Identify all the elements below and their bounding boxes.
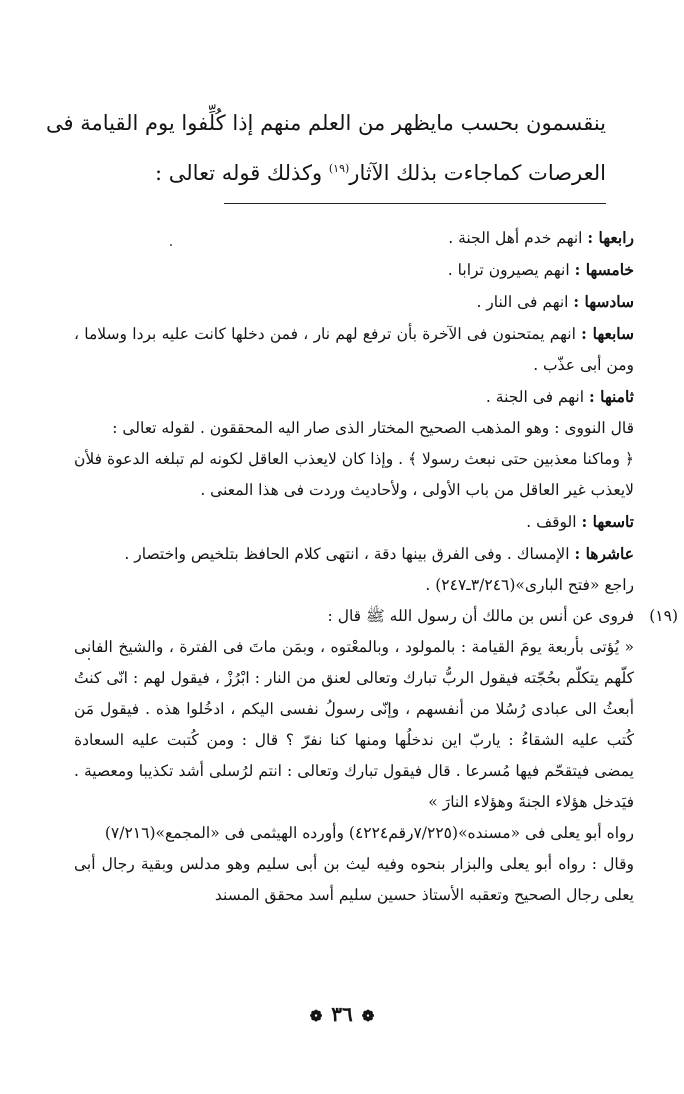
- nawawi-paragraph: قال النووى : وهو المذهب الصحيح المختار الذى صار اليه المحققون . لقوله تعالى :: [112, 419, 634, 437]
- note-heading: تاسعها :: [581, 512, 634, 531]
- note-heading: عاشرها :: [574, 544, 634, 563]
- ayah-paragraph: ﴿ وماكنا معذبين حتى نبعث رسولا ﴾ . وإذا كان لايعذب العاقل لكونه لم تبلغه الدعوة فلأن لايعذب غير العاقل من باب الأولى ، ولأحاديث وردت فى هذا المعنى .: [74, 450, 634, 499]
- note-item: عاشرها : الإمساك . وفى الفرق بينها دقة ، انتهى كلام الحافظ بتلخيص واختصار .: [124, 544, 634, 563]
- footnote-number: (١٩): [649, 607, 678, 625]
- footnote-19: (١٩) فروى عن أنس بن مالك أن رسول الله ﷺ قال :: [74, 601, 634, 632]
- note-item: رابعها : انهم خدم أهل الجنة .: [448, 228, 634, 247]
- commentary-line: وقال : رواه أبو يعلى والبزار بنحوه وفيه ليث بن أبى سليم وهو مدلس وبقية رجال أبى يعلى رجال الصحيح وتعقبه الأستاذ حسين سليم أسد محقق المسند: [74, 855, 634, 904]
- page-number-value: ٣٦: [331, 1002, 353, 1026]
- hadith-text: « يُؤتى بأربعة يومَ القيامة : بالمولود ، وبالمعْتوه ، وبمَن ماتَ فى الفترة ، والشيخ الفانى كلّهم يتكلّم بحُجّته فيقول الربُّ تبارك وتعالى لعنق من النار : ابْرُزْ ، فيقول لهم : انّى كنتُ أبعثُ الى عبادى رُسُلا من أنفسهم ، وإنّى رسولُ نفسى اليكم ، ادخُلوا هذه . فيقول مَن كُتب عليه الشقاءُ : ياربّ اين ندخلُها ومنها كنا نفرّ ؟ قال : ومن كُتبت عليه السعادة يمضى فيتقحّم فيها مُسرعا . قال فيقول تبارك وتعالى : انتم لرُسلى أشد تكذيبا ومعصية . فيَدخل هؤلاء الجنةَ وهؤلاء النارَ »: [74, 638, 634, 811]
- scan-speck: [170, 244, 172, 246]
- note-heading: رابعها :: [587, 228, 634, 247]
- main-paragraph: ينقسمون بحسب مايظهر من العلم منهم إذا كُلِّفوا يوم القيامة فى العرصات كماجاءت بذلك الآثار$^{(١٩)}$ وكذلك قوله تعالى :: [46, 111, 606, 185]
- reference-line: راجع «فتح البارى»(٣/٢٤٦ـ٢٤٧) .: [425, 576, 634, 594]
- ornament-icon: ❁: [309, 1007, 323, 1025]
- scan-speck: [88, 658, 90, 660]
- riwayah-line: رواه أبو يعلى فى «مسنده»(٧/٢٢٥رقم٤٢٢٤) وأورده الهيثمى فى «المجمع»(٧/٢١٦): [104, 824, 634, 842]
- note-item: تاسعها : الوقف .: [526, 512, 634, 531]
- ornament-icon: ❁: [361, 1007, 375, 1025]
- footnote-separator: [224, 203, 606, 204]
- note-item: ثامنها : انهم فى الجنة .: [485, 387, 634, 406]
- page-number: [0, 1002, 684, 1026]
- footnote-reference[interactable]: (١٩): [328, 162, 350, 175]
- note-heading: خامسها :: [574, 260, 634, 279]
- note-heading: سابعها :: [581, 324, 634, 343]
- footnotes: [74, 222, 678, 911]
- note-item: سابعها : انهم يمتحنون فى الآخرة بأن ترفع لهم نار ، فمن دخلها كانت عليه بردا وسلاما ، ومن أبى عذّب .: [74, 324, 634, 374]
- note-heading: سادسها :: [573, 292, 634, 311]
- note-item: خامسها : انهم يصيرون ترابا .: [447, 260, 634, 279]
- main-text: [46, 98, 606, 198]
- note-heading: ثامنها :: [588, 387, 634, 406]
- note-item: سادسها : انهم فى النار .: [476, 292, 634, 311]
